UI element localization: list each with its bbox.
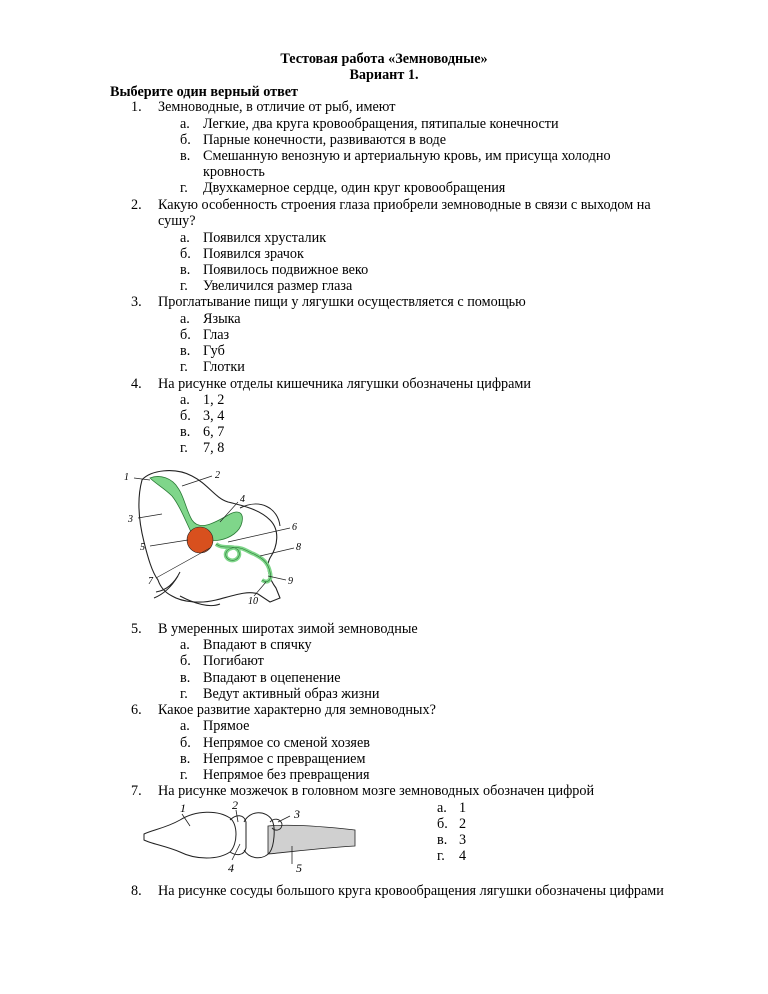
question-text: На рисунке отделы кишечника лягушки обозначены цифрами [158,376,531,392]
option-text: 3, 4 [203,408,225,424]
question-number: 7. [131,783,142,799]
frog-front-leg [154,572,180,598]
option-text: 3 [459,832,467,848]
brain-label-2: 2 [232,800,238,812]
brain-leader-3 [278,816,290,822]
brain-label-4: 4 [228,861,234,875]
figure-label-2: 2 [215,470,220,481]
figure-label-6: 6 [292,522,297,533]
option-letter: в. [180,262,191,278]
option-text: 4 [459,848,467,864]
option-letter: б. [180,132,191,148]
question-text: В умеренных широтах зимой земноводные [158,621,418,637]
question-text-continuation: сушу? [158,213,196,229]
question-number: 1. [131,99,142,115]
option-letter: в. [180,343,191,359]
figure-label-9: 9 [288,576,293,587]
option-text: Погибают [203,653,264,669]
option-text: Глотки [203,359,245,375]
option-letter: в. [180,670,191,686]
frog-liver [187,527,213,553]
question-text: На рисунке сосуды большого круга кровообращения лягушки обозначены цифрами [158,883,664,899]
question-text: Проглатывание пищи у лягушки осуществляется с помощью [158,294,526,310]
leader-line-7 [156,548,210,578]
option-letter: а. [180,230,190,246]
option-text: Легкие, два круга кровообращения, пятипалые конечности [203,116,559,132]
option-text: Губ [203,343,225,359]
option-letter: г. [437,848,445,864]
option-text: 7, 8 [203,440,225,456]
variant-label: Вариант 1. [349,67,419,83]
option-text: Непрямое со сменой хозяев [203,735,370,751]
question-number: 5. [131,621,142,637]
option-letter: г. [180,767,188,783]
figure-label-5: 5 [140,542,145,553]
leader-line-5 [150,540,188,546]
option-text: Впадают в оцепенение [203,670,341,686]
option-letter: а. [437,800,447,816]
leader-line-8 [260,548,294,556]
option-text: Прямое [203,718,250,734]
option-text: Появился хрусталик [203,230,327,246]
brain-label-3: 3 [294,807,300,821]
brain-label-1: 1 [180,801,186,815]
option-letter: а. [180,392,190,408]
figure-label-3: 3 [128,514,133,525]
option-letter: в. [437,832,448,848]
question-text: Какое развитие характерно для земноводных? [158,702,436,718]
option-letter: в. [180,751,191,767]
option-text: 2 [459,816,467,832]
option-letter: б. [180,653,191,669]
option-text: Появилось подвижное веко [203,262,369,278]
option-letter: г. [180,686,188,702]
brain-label-5: 5 [296,861,302,875]
option-letter: а. [180,116,190,132]
option-text: 6, 7 [203,424,225,440]
option-letter: б. [180,327,191,343]
option-letter: в. [180,148,191,164]
option-text: Смешанную венозную и артериальную кровь, им присуща холодно [203,148,611,164]
question-number: 4. [131,376,142,392]
brain-medulla [268,825,355,854]
question-text: Земноводные, в отличие от рыб, имеют [158,99,396,115]
option-text: Непрямое без превращения [203,767,370,783]
option-letter: г. [180,359,188,375]
option-text: Глаз [203,327,230,343]
figure-label-8: 8 [296,542,301,553]
brain-figure [140,800,360,878]
option-letter: б. [180,246,191,262]
option-text: Ведут активный образ жизни [203,686,380,702]
option-letter: б. [180,735,191,751]
option-text: Непрямое с превращением [203,751,366,767]
page-title: Тестовая работа «Земноводные» [280,51,488,67]
option-text: 1, 2 [203,392,225,408]
brain-leader-4 [232,844,240,860]
option-letter: г. [180,440,188,456]
question-number: 6. [131,702,142,718]
option-text: 1 [459,800,467,816]
option-letter: а. [180,718,190,734]
option-text: Увеличился размер глаза [203,278,353,294]
figure-label-10: 10 [248,596,258,607]
instruction: Выберите один верный ответ [110,84,299,100]
option-text: Появился зрачок [203,246,304,262]
figure-label-4: 4 [240,494,245,505]
option-letter: в. [180,424,191,440]
option-text-continuation: кровность [203,164,265,180]
option-letter: г. [180,278,188,294]
option-text: Двухкамерное сердце, один круг кровообращения [203,180,506,196]
question-number: 3. [131,294,142,310]
brain-forebrain [144,812,236,858]
option-letter: б. [437,816,448,832]
figure-label-7: 7 [148,576,153,587]
figure-label-1: 1 [124,472,129,483]
leader-line-2 [182,476,212,486]
question-text: На рисунке мозжечок в головном мозге земноводных обозначен цифрой [158,783,595,799]
option-text: Языка [203,311,241,327]
frog-anatomy-figure [120,462,320,612]
option-text: Впадают в спячку [203,637,312,653]
leader-line-3 [138,514,162,518]
option-text: Парные конечности, развиваются в воде [203,132,447,148]
question-text: Какую особенность строения глаза приобрели земноводные в связи с выходом на [158,197,651,213]
option-letter: б. [180,408,191,424]
frog-intestine [216,544,271,582]
question-number: 2. [131,197,142,213]
option-letter: г. [180,180,188,196]
question-number: 8. [131,883,142,899]
option-letter: а. [180,637,190,653]
leader-line-10 [254,582,266,596]
option-letter: а. [180,311,190,327]
